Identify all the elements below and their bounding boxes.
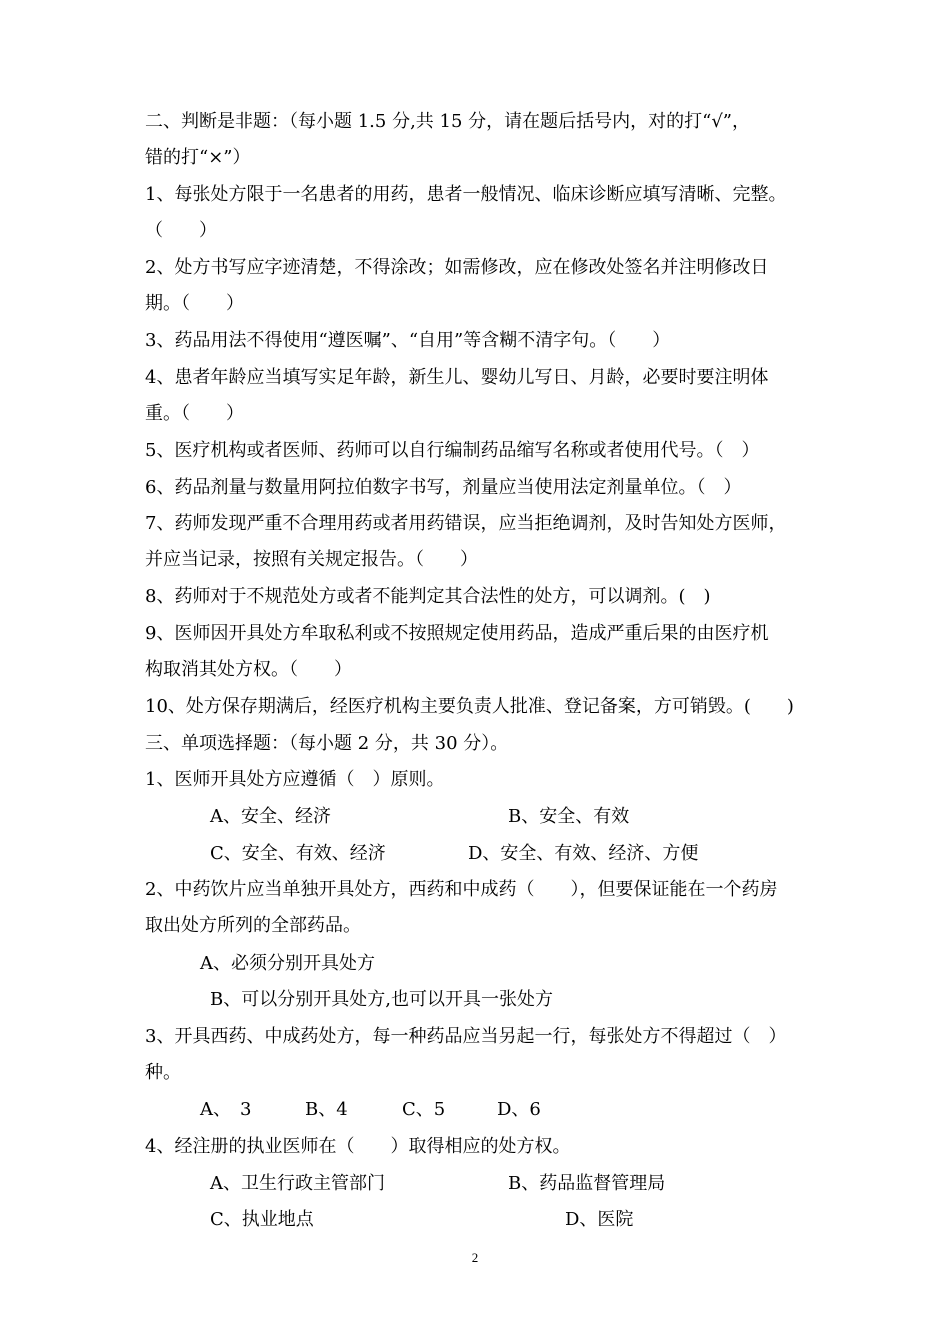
q2-line2: 期。（ ） — [145, 293, 244, 314]
mc-q4-option-a: A、卫生行政主管部门 — [210, 1173, 385, 1194]
section2-heading-line1: 二、判断是非题：（每小题 1.5 分,共 15 分，请在题后括号内，对的打“√”， — [145, 111, 751, 132]
q4-line2: 重。（ ） — [145, 403, 244, 424]
q10: 10、处方保存期满后，经医疗机构主要负责人批准、登记备案，方可销毁。( ) — [145, 696, 794, 717]
mc-q1-option-c: C、安全、有效、经济 — [210, 843, 386, 864]
q6: 6、药品剂量与数量用阿拉伯数字书写，剂量应当使用法定剂量单位。（ ） — [145, 477, 742, 498]
mc-q2-line2: 取出处方所列的全部药品。 — [145, 915, 361, 936]
mc-q2-line1: 2、中药饮片应当单独开具处方，西药和中成药（ ），但要保证能在一个药房 — [145, 879, 778, 900]
mc-q3-option-c: C、5 — [402, 1099, 446, 1120]
mc-q3-line2: 种。 — [145, 1062, 181, 1083]
mc-q1-option-b: B、安全、有效 — [508, 806, 630, 827]
q5: 5、医疗机构或者医师、药师可以自行编制药品缩写名称或者使用代号。（ ） — [145, 440, 760, 461]
section2-heading-line2: 错的打“×”） — [145, 147, 251, 168]
q7-line2: 并应当记录，按照有关规定报告。（ ） — [145, 549, 478, 570]
q9-line1: 9、医师因开具处方牟取私利或不按照规定使用药品，造成严重后果的由医疗机 — [145, 623, 769, 644]
q1-line2: （ ） — [145, 220, 217, 241]
mc-q3-line1: 3、开具西药、中成药处方，每一种药品应当另起一行，每张处方不得超过（ ） — [145, 1026, 787, 1047]
q9-line2: 构取消其处方权。（ ） — [145, 659, 352, 680]
section3-heading: 三、单项选择题：（每小题 2 分，共 30 分）。 — [145, 733, 509, 754]
q8: 8、药师对于不规范处方或者不能判定其合法性的处方，可以调剂。( ) — [145, 586, 711, 607]
mc-q1: 1、医师开具处方应遵循（ ）原则。 — [145, 769, 445, 790]
mc-q3-option-d: D、6 — [497, 1099, 541, 1120]
q4-line1: 4、患者年龄应当填写实足年龄，新生儿、婴幼儿写日、月龄，必要时要注明体 — [145, 367, 769, 388]
q7-line1: 7、药师发现严重不合理用药或者用药错误，应当拒绝调剂，及时告知处方医师， — [145, 513, 787, 534]
mc-q4-option-b: B、药品监督管理局 — [508, 1173, 666, 1194]
mc-q1-option-d: D、安全、有效、经济、方便 — [468, 843, 699, 864]
page-number: 2 — [471, 1250, 479, 1265]
mc-q4-option-c: C、执业地点 — [210, 1209, 314, 1230]
mc-q3-option-a: A、 3 — [200, 1099, 252, 1120]
q2-line1: 2、处方书写应字迹清楚，不得涂改；如需修改，应在修改处签名并注明修改日 — [145, 257, 769, 278]
mc-q4-option-d: D、医院 — [565, 1209, 634, 1230]
mc-q1-option-a: A、安全、经济 — [210, 806, 331, 827]
mc-q2-option-b: B、可以分别开具处方,也可以开具一张处方 — [210, 989, 553, 1010]
q1-line1: 1、每张处方限于一名患者的用药，患者一般情况、临床诊断应填写清晰、完整。 — [145, 184, 787, 205]
mc-q3-option-b: B、4 — [305, 1099, 348, 1120]
mc-q4: 4、经注册的执业医师在（ ）取得相应的处方权。 — [145, 1136, 571, 1157]
mc-q2-option-a: A、必须分别开具处方 — [200, 953, 375, 974]
q3: 3、药品用法不得使用“遵医嘱”、“自用”等含糊不清字句。（ ） — [145, 330, 671, 351]
